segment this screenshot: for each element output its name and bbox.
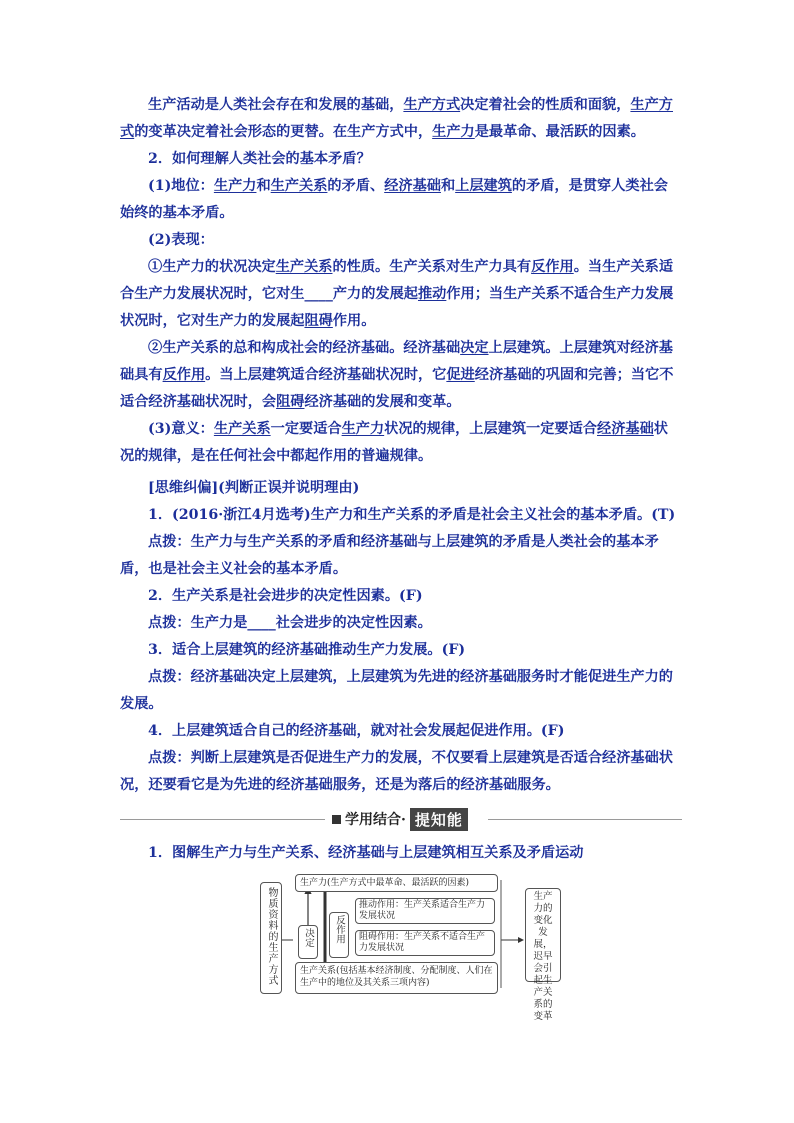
productivity-box [295,874,498,892]
text-segment: 点拨：生产力与生产关系的矛盾和经济基础与上层建筑的矛盾是人类社会的基本矛盾，也是社会主义社会的基本矛盾。 [120,534,659,577]
productivity-label: 生产力(生产方式中最革命、最活跃的因素) [300,878,470,888]
text-segment: ①生产力的状况决定 [148,259,276,275]
question-2 [120,146,680,173]
underlined-term: 阻碍 [304,313,333,329]
square-icon [332,815,341,824]
section-separator [120,808,682,830]
production-mode-box [260,882,282,994]
judgement-3 [120,637,680,664]
text-segment: (1)地位： [148,178,214,194]
text-segment: (3)意义： [148,421,214,437]
text-segment: 4．上层建筑适合自己的经济基础，就对社会发展起促进作用。(F) [148,723,565,739]
underlined-term: 经济基础 [597,421,654,437]
text-segment: 作用。 [332,313,376,329]
text-segment: 经济基础的发展和变革。 [304,394,461,410]
text-segment: 的矛盾，是贯穿人类社会始终的基本矛盾。 [120,178,668,221]
decide-box [298,925,318,959]
judgement-4 [120,718,680,745]
paragraph-1 [120,92,680,146]
underlined-term: 反作用 [162,367,206,383]
text-segment: 。当生产关系适合生产力发展状况时，它对生 [120,259,674,302]
production-relations-box [295,962,498,994]
text-segment: 是最革命、最活跃的因素。 [474,124,645,140]
separator-line-right [488,819,682,820]
section-title: 1．图解生产力与生产关系、经济基础与上层建筑相互关系及矛盾运动 [148,845,584,861]
paragraph-performance-2 [120,335,680,416]
production-mode-label: 物质资料的生产方式 [266,887,277,986]
text-segment: (2)表现： [148,232,214,248]
text-segment: 2．如何理解人类社会的基本矛盾？ [148,151,371,167]
text-segment: 作用；当生产关系不适合生产力发展状况时，它对生产力的发展起 [120,286,674,329]
underlined-term: 促进 [446,367,475,383]
text-segment: ____ [304,286,333,302]
underlined-term: 生产力 [213,178,257,194]
text-segment: 2．生产关系是社会进步的决定性因素。(F) [148,588,423,604]
text-segment: 点拨：生产力是 [148,615,248,631]
text-segment: [思维纠偏](判断正误并说明理由) [148,480,360,496]
text-segment: 生产活动是人类社会存在和发展的基础， [148,97,404,113]
react-label: 反作用 [334,915,345,944]
text-segment: 经济基础的巩固和完善；当它不适合经济基础状况时，会 [120,367,674,410]
text-segment: 和 [440,178,456,194]
hint-2 [120,610,680,637]
text-segment: ____ [247,615,276,631]
hint-3 [120,664,680,718]
text-segment: 状况的规律，上层建筑一定要适合 [384,421,597,437]
judgement-2 [120,583,680,610]
decide-label: 决定 [303,928,314,947]
underlined-term: 生产关系 [275,259,333,275]
push-effect-box [355,898,495,924]
underlined-term: 推动 [417,286,447,302]
text-segment: 的性质。生产关系对生产力具有 [332,259,532,275]
paragraph-meaning [120,416,680,470]
separator-label [332,808,468,830]
text-segment: ②生产关系的总和构成社会的经济基础。经济基础 [148,340,461,356]
separator-text: 学用结合· [345,812,406,828]
underlined-term: 生产关系 [270,178,328,194]
text-segment: 的变革决定着社会形态的更替。在生产方式中， [134,124,433,140]
paragraph-performance-1 [120,254,680,335]
text-segment: 。当上层建筑适合经济基础状况时，它 [205,367,447,383]
separator-highlight: 提知能 [410,808,468,831]
text-segment: 和 [256,178,271,194]
text-segment: 1．(2016·浙江4月选考)生产力和生产关系的矛盾是社会主义社会的基本矛盾。(T) [148,507,676,523]
text-segment: 一定要适合 [270,421,342,437]
text-segment: 产力的发展起 [332,286,418,302]
underlined-term: 反作用 [531,259,574,275]
underlined-term: 生产力 [341,421,385,437]
text-segment: 的矛盾、 [327,178,385,194]
production-relations-label: 生产关系(包括基本经济制度、分配制度、人们在生产中的地位及其关系三项内容) [300,966,493,988]
text-segment: 点拨：判断上层建筑是否促进生产力的发展，不仅要看上层建筑是否适合经济基础状况，还要看它是为先进的经济基础服务，还是为落后的经济基础服务。 [120,750,673,793]
underlined-term: 决定 [460,340,489,356]
underlined-term: 上层建筑 [455,178,512,194]
react-box [329,912,349,958]
hint-4 [120,745,680,799]
paragraph-performance-heading [120,227,680,254]
correction-heading [120,475,680,502]
text-segment: 社会进步的决定性因素。 [275,615,432,631]
underlined-term: 生产关系 [213,421,271,437]
underlined-term: 生产方式 [120,97,673,140]
text-segment: 上层建筑。上层建筑对经济基础具有 [120,340,673,383]
text-segment: 决定着社会的性质和面貌， [460,97,631,113]
underlined-term: 经济基础 [384,178,441,194]
change-label: 生产力的变化发展，迟早会引起生产关系的变革 [533,891,553,1022]
underlined-term: 生产方式 [403,97,461,113]
text-segment: 点拨：经济基础决定上层建筑，上层建筑为先进的经济基础服务时才能促进生产力的发展。 [120,669,673,712]
change-box [525,888,561,1022]
underlined-term: 阻碍 [276,394,305,410]
hinder-effect-box [355,930,495,956]
hint-1 [120,529,680,583]
judgement-1 [120,502,680,529]
relationship-diagram [255,870,565,1022]
push-effect-label: 推动作用：生产关系适合生产力发展状况 [359,900,486,921]
hinder-effect-label: 阻碍作用：生产关系不适合生产力发展状况 [359,932,486,953]
separator-line-left [120,819,325,820]
text-segment: 3．适合上层建筑的经济基础推动生产力发展。(F) [148,642,466,658]
text-segment: 状况的规律，是在任何社会中都起作用的普遍规律。 [120,421,668,464]
paragraph-position [120,173,680,227]
underlined-term: 生产力 [432,124,475,140]
